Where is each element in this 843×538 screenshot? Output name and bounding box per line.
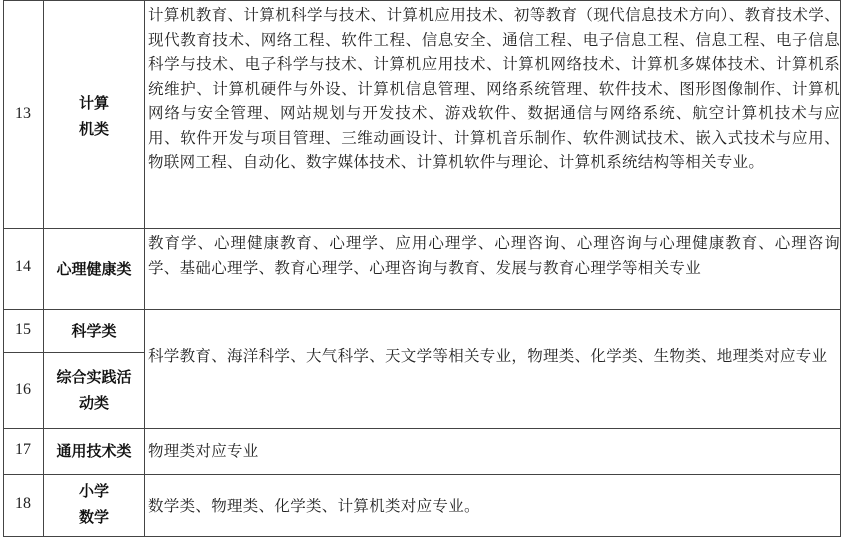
row-divider bbox=[3, 0, 841, 1]
category-label bbox=[44, 478, 144, 530]
majors-text: 物理类对应专业 bbox=[148, 442, 259, 460]
category-label-line: 科学类 bbox=[71, 322, 117, 340]
category-label bbox=[44, 256, 144, 282]
majors-text: 数学类、物理类、化学类、计算机类对应专业。 bbox=[148, 497, 480, 515]
row-divider bbox=[3, 474, 841, 475]
category-label-line: 小学 bbox=[78, 482, 109, 500]
row-number: 18 bbox=[15, 495, 31, 512]
row-divider bbox=[3, 536, 841, 537]
category-label-line: 通用技术类 bbox=[56, 442, 132, 460]
category-label-line: 动类 bbox=[78, 394, 109, 412]
row-number: 15 bbox=[15, 321, 31, 338]
row-divider bbox=[3, 352, 145, 353]
category-label-line: 计算 bbox=[78, 94, 109, 112]
category-label bbox=[44, 318, 144, 344]
row-number: 13 bbox=[15, 105, 31, 122]
category-label bbox=[44, 90, 144, 142]
category-label-line: 数学 bbox=[78, 508, 109, 526]
row-divider bbox=[3, 228, 841, 229]
column-divider bbox=[144, 0, 145, 537]
row-number: 16 bbox=[15, 381, 31, 398]
category-label-line: 心理健康类 bbox=[56, 260, 132, 278]
category-label-line: 机类 bbox=[78, 120, 109, 138]
row-divider bbox=[3, 309, 841, 310]
category-label bbox=[44, 364, 144, 416]
column-divider bbox=[840, 0, 841, 537]
majors-text: 计算机教育、计算机科学与技术、计算机应用技术、初等教育（现代信息技术方向）、教育技术学、现代教育技术、网络工程、软件工程、信息安全、通信工程、电子信息工程、信息工程、电子信息科学与技术、电子科学与技术、计算机应用技术、计算机网络技术、计算机多媒体技术、计算机系统维护、计算机硬件与外设、计算机信息管理、网络系统管理、软件技术、图形图像制作、计算机网络与安全管理、网站规划与开发技术、游戏软件、数据通信与网络系统、航空计算机技术与应用、软件开发与项目管理、三维动画设计、计算机音乐制作、软件测试技术、嵌入式技术与应用、物联网工程、自动化、数字媒体技术、计算机软件与理论、计算机系统结构等相关专业。 bbox=[148, 6, 840, 171]
category-label-line: 综合实践活 bbox=[56, 368, 132, 386]
row-number: 14 bbox=[15, 258, 31, 275]
row-number: 17 bbox=[15, 441, 31, 458]
majors-text: 教育学、心理健康教育、心理学、应用心理学、心理咨询、心理咨询与心理健康教育、心理咨询学、基础心理学、教育心理学、心理咨询与教育、发展与教育心理学等相关专业 bbox=[148, 234, 840, 277]
majors-text: 科学教育、海洋科学、大气科学、天文学等相关专业，物理类、化学类、生物类、地理类对应专业 bbox=[148, 347, 828, 365]
category-label bbox=[44, 438, 144, 464]
row-divider bbox=[3, 428, 841, 429]
